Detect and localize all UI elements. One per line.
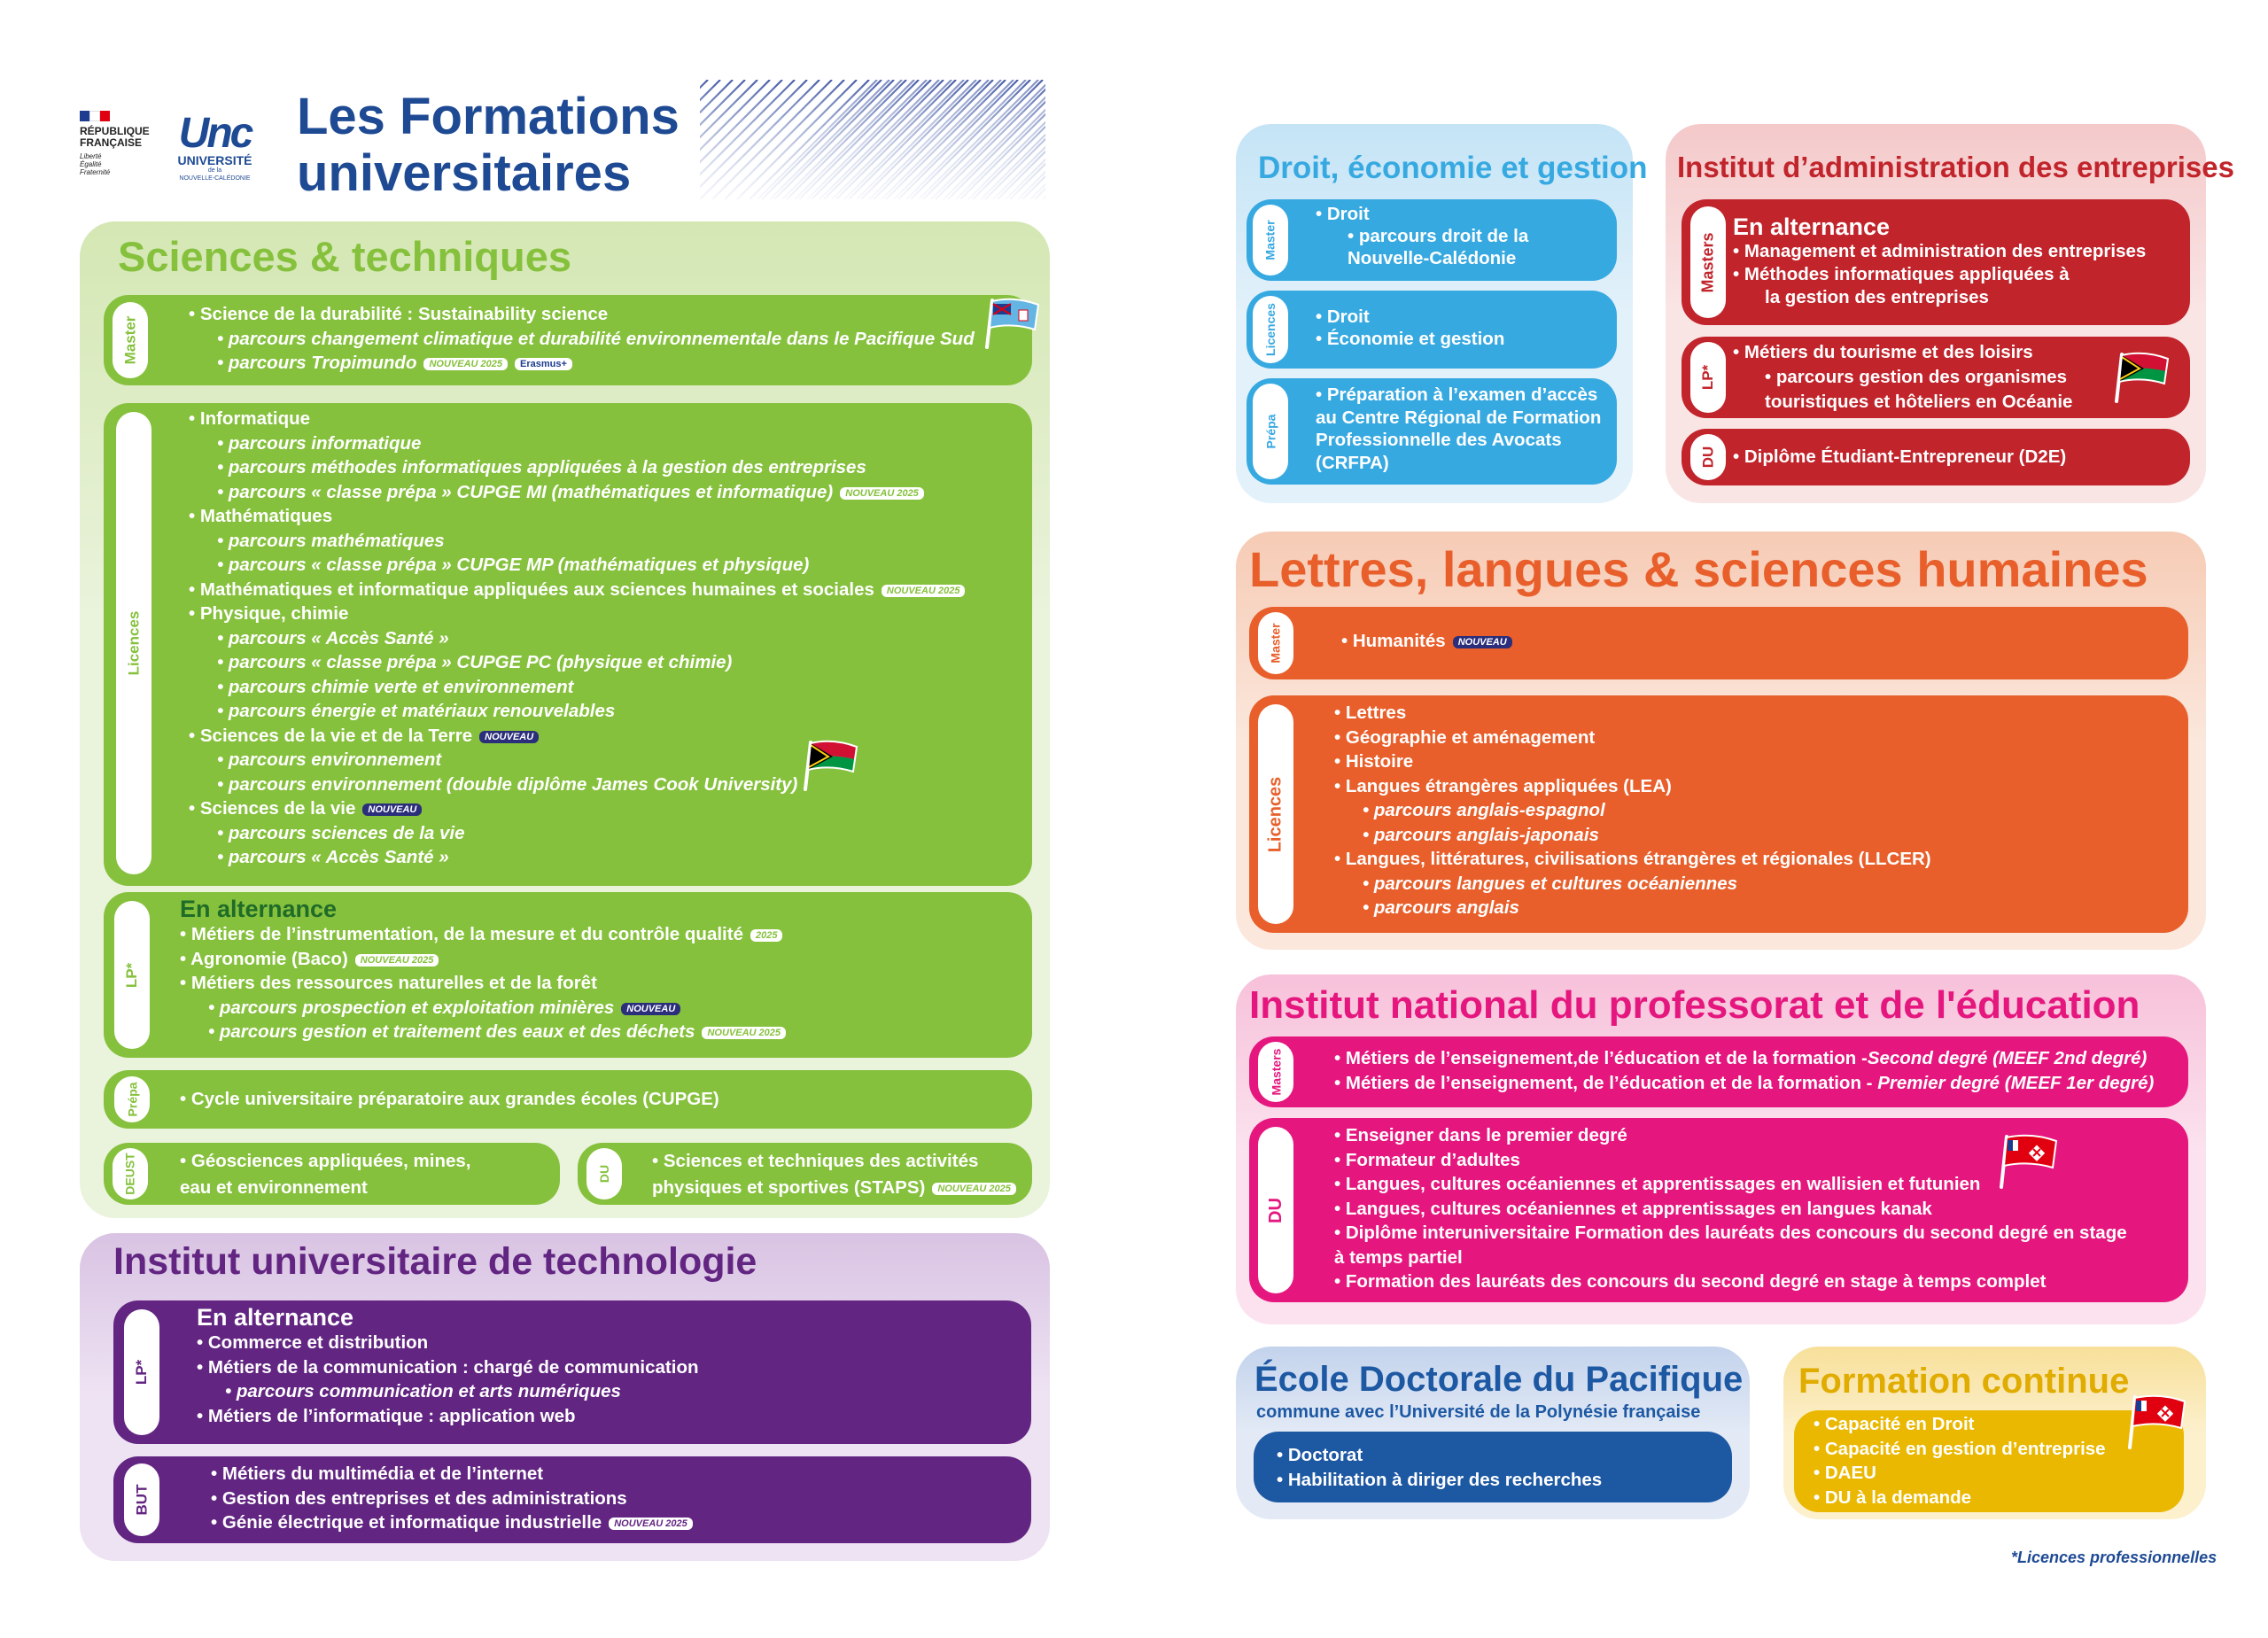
- list-item: [1814, 1461, 2106, 1486]
- list-item: [1334, 847, 1931, 872]
- list-item: [1316, 247, 1528, 269]
- list-item-text: • Sciences et techniques des activités: [652, 1151, 979, 1171]
- list-item: [1316, 306, 1504, 328]
- lettres-master-box: [1249, 607, 2188, 679]
- unc-logo: [173, 110, 257, 182]
- list-item: [189, 351, 975, 376]
- list-item: [1334, 823, 1931, 848]
- sciences-licences-list: [189, 407, 965, 870]
- list-item-text: • parcours environnement: [217, 749, 442, 770]
- sciences-master-tag: Master: [113, 302, 148, 378]
- nouveau-badge: 2025: [750, 929, 782, 942]
- droit-master-list: [1316, 203, 1528, 269]
- list-item-text: • Génie électrique et informatique industrielle: [211, 1512, 602, 1533]
- list-item: [1334, 872, 1931, 897]
- nouveau-badge: NOUVEAU 2025: [840, 487, 924, 500]
- list-item: [1733, 365, 2072, 390]
- nouveau-badge: NOUVEAU 2025: [702, 1027, 786, 1039]
- list-item-text: • Métiers de l’enseignement, de l’éducation et de la formation -: [1334, 1072, 1878, 1093]
- list-item-text: Nouvelle-Calédonie: [1348, 248, 1517, 268]
- droit-prepa-tag: Prépa: [1253, 384, 1288, 479]
- list-item: [189, 553, 965, 578]
- list-item-text: • Science de la durabilité : Sustainability science: [189, 304, 609, 324]
- list-item-text: • Mathématiques et informatique appliquées aux sciences humaines et sociales: [189, 578, 874, 600]
- sciences-lp-heading: En alternance: [180, 896, 338, 922]
- iut-lp-list: [197, 1304, 699, 1428]
- unc-sub-1: de la: [207, 167, 222, 174]
- list-item-text: • Diplôme interuniversitaire Formation des lauréats des concours du second degré en stage: [1334, 1223, 2127, 1243]
- list-item: [1316, 429, 1601, 452]
- droit-licences-list: [1316, 306, 1504, 350]
- nouveau-badge: NOUVEAU: [1453, 636, 1512, 648]
- sciences-prepa-list: [180, 1087, 719, 1112]
- list-item-text: • parcours prospection et exploitation minières: [208, 997, 615, 1018]
- list-item: [1733, 263, 2146, 286]
- list-item-text: • Méthodes informatiques appliquées à: [1733, 264, 2070, 284]
- sciences-master-box: [104, 295, 1032, 385]
- list-item-text: • parcours « classe prépa » CUPGE MI (mathématiques et informatique): [217, 481, 834, 502]
- list-item: [1334, 1221, 2127, 1246]
- list-item: [1814, 1437, 2106, 1462]
- ecole-doctorale-subtitle: commune avec l’Université de la Polynésie française: [1256, 1402, 1701, 1422]
- list-item: [180, 1148, 470, 1175]
- list-item-text: touristiques et hôteliers en Océanie: [1765, 392, 2073, 412]
- list-item: [189, 699, 965, 724]
- list-item: [1334, 726, 1931, 750]
- rf-motto-1: Liberté: [80, 152, 102, 160]
- list-item-text: • Métiers de l’instrumentation, de la mesure et du contrôle qualité: [180, 924, 743, 944]
- rf-motto-2: Égalité: [80, 160, 102, 168]
- list-item: [1814, 1486, 2106, 1510]
- inspe-masters-box: [1249, 1036, 2188, 1107]
- lettres-licences-box: [1249, 695, 2188, 933]
- ecole-doctorale-box: [1254, 1432, 1732, 1502]
- list-item-text: • parcours gestion et traitement des eaux et des déchets: [208, 1021, 695, 1042]
- list-item-text: • Formateur d’adultes: [1334, 1149, 1520, 1170]
- hatch-pattern-decoration: [700, 80, 1045, 199]
- list-item: [1316, 203, 1528, 225]
- iae-du-list: [1733, 445, 2066, 470]
- list-item: [1733, 240, 2146, 263]
- iae-title: Institut d’administration des entreprises: [1677, 151, 2234, 183]
- page-title-line-2: universitaires: [297, 144, 632, 202]
- french-flag-icon: [80, 111, 110, 121]
- list-item-text: • Formation des lauréats des concours du second degré en stage à temps complet: [1334, 1271, 2047, 1292]
- list-item-text: • parcours sciences de la vie: [217, 822, 465, 843]
- page-title: [297, 89, 757, 202]
- list-item: [1316, 328, 1504, 350]
- list-item-text: • parcours « classe prépa » CUPGE MP (mathématiques et physique): [217, 555, 810, 575]
- list-item-text: • Agronomie (Baco): [180, 948, 348, 969]
- sciences-licences-tag: Licences: [116, 412, 151, 874]
- lettres-title: Lettres, langues & sciences humaines: [1249, 541, 2148, 597]
- list-item: [1316, 407, 1601, 430]
- list-item: [1334, 701, 1931, 726]
- vanuatu-flag-icon: [802, 738, 864, 791]
- list-item-text: • parcours informatique: [217, 432, 422, 454]
- iae-lp-tag: LP*: [1690, 342, 1726, 413]
- list-item-text: au Centre Régional de Formation: [1316, 407, 1602, 428]
- iae-masters-heading: En alternance: [1733, 213, 1891, 240]
- iae-du-box: [1682, 429, 2190, 485]
- list-item: [189, 650, 965, 675]
- list-item: [189, 407, 965, 431]
- list-item-text: • Langues, cultures océaniennes et apprentissages en langues kanak: [1334, 1198, 1932, 1219]
- list-item-text: • Informatique: [189, 408, 311, 429]
- list-item: [189, 480, 965, 505]
- inspe-du-tag: DU: [1258, 1127, 1293, 1293]
- inspe-title: Institut national du professorat et de l'éducation: [1249, 983, 2140, 1027]
- wallis-futuna-flag-icon: [1998, 1132, 2064, 1190]
- unc-name: UNIVERSITÉ: [177, 153, 252, 167]
- sciences-du-tag: DU: [586, 1148, 622, 1199]
- list-item: [1334, 1269, 2127, 1294]
- list-item: [189, 504, 965, 529]
- droit-licences-box: [1247, 291, 1617, 369]
- list-item: [180, 1175, 470, 1201]
- list-item-text: • parcours anglais: [1363, 897, 1519, 918]
- iut-title: Institut universitaire de technologie: [113, 1240, 757, 1283]
- nouveau-badge: NOUVEAU 2025: [609, 1518, 693, 1530]
- list-item-text: • parcours chimie verte et environnement: [217, 676, 574, 697]
- iae-masters-list: [1733, 213, 2146, 309]
- list-item-text: • Doctorat: [1277, 1445, 1363, 1465]
- footnote: *Licences professionnelles: [2011, 1549, 2218, 1566]
- list-item-italic: Second degré (MEEF 2nd degré): [1867, 1048, 2148, 1068]
- list-item-text: • Métiers du tourisme et des loisirs: [1733, 342, 2033, 362]
- iae-masters-box: [1682, 199, 2190, 325]
- list-item: [1334, 749, 1931, 774]
- sciences-master-list: [189, 302, 975, 376]
- list-item: [652, 1148, 1016, 1175]
- iut-lp-box: [113, 1300, 1031, 1444]
- sciences-lp-list: [180, 896, 786, 1044]
- list-item-text: • parcours langues et cultures océaniennes: [1363, 873, 1738, 894]
- list-item-text: • Commerce et distribution: [197, 1332, 429, 1353]
- list-item: [1733, 286, 2146, 309]
- list-item: [189, 529, 965, 554]
- list-item-text: • Métiers de l’enseignement,de l’éducation et de la formation -: [1334, 1048, 1868, 1068]
- list-item-text: • Management et administration des entreprises: [1733, 241, 2147, 261]
- formation-continue-title: Formation continue: [1798, 1362, 2130, 1401]
- list-item: [211, 1487, 693, 1511]
- sciences-du-list: [652, 1148, 1016, 1201]
- ecole-doctorale-list: [1277, 1443, 1602, 1492]
- list-item: [180, 947, 786, 972]
- list-item: [1334, 1246, 2127, 1270]
- list-item-text: • parcours environnement (double diplôme James Cook University): [217, 773, 798, 795]
- iut-but-box: [113, 1456, 1031, 1543]
- droit-master-tag: Master: [1253, 205, 1288, 276]
- droit-prepa-list: [1316, 384, 1601, 474]
- nouveau-badge: NOUVEAU 2025: [882, 585, 966, 597]
- list-item-text: • Langues, littératures, civilisations étrangères et régionales (LLCER): [1334, 849, 1931, 869]
- list-item-text: • Capacité en Droit: [1814, 1414, 1975, 1434]
- erasmus-badge: Erasmus+: [515, 358, 572, 370]
- list-item-text: • DAEU: [1814, 1463, 1876, 1483]
- sciences-deust-list: [180, 1148, 470, 1201]
- list-item: [189, 302, 975, 327]
- wallis-futuna-flag-icon: [2126, 1393, 2193, 1450]
- list-item: [189, 845, 965, 870]
- list-item: [189, 821, 965, 846]
- list-item-text: • Langues, cultures océaniennes et apprentissages en wallisien et futunien: [1334, 1174, 1981, 1194]
- list-item-text: • parcours anglais-espagnol: [1363, 800, 1605, 820]
- iae-du-tag: DU: [1690, 434, 1726, 480]
- droit-master-box: [1247, 199, 1617, 281]
- list-item: [197, 1379, 699, 1404]
- iut-but-list: [211, 1462, 693, 1535]
- list-item: [1341, 629, 1512, 654]
- list-item: [1733, 390, 2072, 415]
- lettres-master-list: [1341, 629, 1512, 654]
- sciences-deust-tag: DEUST: [113, 1148, 148, 1199]
- nouveau-badge: NOUVEAU: [479, 731, 539, 743]
- list-item: [180, 1020, 786, 1044]
- list-item-text: • DU à la demande: [1814, 1487, 1972, 1508]
- list-item-text: • Langues étrangères appliquées (LEA): [1334, 775, 1672, 796]
- list-item: [211, 1510, 693, 1535]
- nouveau-badge: NOUVEAU 2025: [932, 1183, 1016, 1195]
- list-item-text: • Droit: [1316, 307, 1370, 327]
- nouveau-badge: NOUVEAU 2025: [355, 954, 439, 966]
- list-item-text: • parcours gestion des organismes: [1765, 367, 2067, 387]
- rf-motto-3: Fraternité: [80, 168, 111, 176]
- sciences-deust-box: [104, 1143, 560, 1205]
- list-item-text: • parcours anglais-japonais: [1363, 824, 1599, 845]
- list-item-text: • Métiers de la communication : chargé de communication: [197, 1356, 699, 1378]
- list-item: [1334, 1071, 2154, 1096]
- iut-but-tag: BUT: [124, 1463, 159, 1536]
- republique-francaise-logo: [80, 111, 159, 176]
- fiji-flag-icon: [983, 296, 1045, 349]
- list-item: [1316, 225, 1528, 247]
- sciences-du-box: [578, 1143, 1032, 1205]
- list-item-text: • Sciences de la vie: [189, 798, 356, 819]
- list-item: [189, 626, 965, 651]
- list-item-text: • Mathématiques: [189, 506, 333, 526]
- list-item-text: • Cycle universitaire préparatoire aux grandes écoles (CUPGE): [180, 1089, 719, 1109]
- lettres-licences-list: [1334, 701, 1931, 920]
- list-item-text: • parcours « classe prépa » CUPGE PC (physique et chimie): [217, 652, 733, 672]
- iae-lp-list: [1733, 340, 2072, 415]
- iae-masters-tag: Masters: [1690, 206, 1726, 318]
- list-item-text: la gestion des entreprises: [1765, 287, 1989, 307]
- list-item-text: • Enseigner dans le premier degré: [1334, 1125, 1627, 1145]
- sciences-prepa-box: [104, 1070, 1032, 1129]
- droit-prepa-box: [1247, 378, 1617, 485]
- nouveau-badge: NOUVEAU: [362, 803, 422, 816]
- list-item-text: • Diplôme Étudiant-Entrepreneur (D2E): [1733, 446, 2067, 467]
- list-item-text: • Habilitation à diriger des recherches: [1277, 1469, 1603, 1490]
- list-item: [189, 327, 975, 352]
- list-item-text: • Lettres: [1334, 703, 1407, 723]
- list-item: [189, 796, 965, 821]
- sciences-title: Sciences & techniques: [118, 233, 571, 280]
- list-item: [189, 431, 965, 456]
- list-item: [1334, 798, 1931, 823]
- nouveau-badge: NOUVEAU: [621, 1003, 680, 1015]
- droit-title: Droit, économie et gestion: [1258, 151, 1648, 185]
- list-item: [180, 922, 786, 947]
- list-item-text: • parcours méthodes informatiques appliquées à la gestion des entreprises: [217, 457, 866, 477]
- list-item-text: • Sciences de la vie et de la Terre: [189, 725, 473, 746]
- sciences-lp-tag: LP*: [114, 901, 150, 1049]
- list-item: [1334, 1046, 2154, 1071]
- list-item-text: • parcours droit de la: [1348, 226, 1529, 246]
- list-item-text: (CRFPA): [1316, 452, 1389, 473]
- list-item: [1277, 1443, 1602, 1468]
- list-item: [180, 1087, 719, 1112]
- vanuatu-flag-icon: [2113, 350, 2175, 403]
- unc-sub-2: NOUVELLE-CALÉDONIE: [179, 175, 251, 182]
- list-item: [1334, 1197, 2127, 1222]
- sciences-licences-box: [104, 403, 1032, 886]
- list-item-text: eau et environnement: [180, 1177, 368, 1198]
- iut-lp-tag: LP*: [124, 1309, 159, 1435]
- list-item-text: • parcours Tropimundo: [217, 353, 417, 373]
- rf-line-2: FRANÇAISE: [80, 136, 143, 149]
- list-item: [211, 1462, 693, 1487]
- nouveau-badge: NOUVEAU 2025: [423, 358, 508, 370]
- list-item: [1277, 1468, 1602, 1493]
- ecole-doctorale-title: École Doctorale du Pacifique: [1254, 1360, 1744, 1399]
- list-item-text: • parcours communication et arts numériques: [225, 1381, 621, 1401]
- lettres-master-tag: Master: [1258, 612, 1293, 674]
- droit-licences-tag: Licences: [1253, 296, 1288, 363]
- list-item-text: Professionnelle des Avocats: [1316, 430, 1562, 450]
- page-title-line-1: Les Formations: [297, 88, 680, 145]
- formation-continue-list: [1814, 1412, 2106, 1510]
- list-item-text: • Droit: [1316, 204, 1370, 224]
- formation-continue-box: [1794, 1410, 2184, 1512]
- list-item-text: • parcours « Accès Santé »: [217, 847, 449, 867]
- list-item-text: • Géosciences appliquées, mines,: [180, 1151, 471, 1171]
- list-item-text: • Physique, chimie: [189, 603, 349, 624]
- list-item-text: • Géographie et aménagement: [1334, 726, 1596, 748]
- list-item-text: • Économie et gestion: [1316, 329, 1505, 349]
- list-item-text: • Capacité en gestion d’entreprise: [1814, 1438, 2106, 1459]
- list-item-text: • Préparation à l’examen d’accès: [1316, 384, 1598, 405]
- list-item: [1316, 384, 1601, 407]
- list-item-text: • parcours « Accès Santé »: [217, 627, 449, 648]
- list-item-text: • Histoire: [1334, 751, 1414, 772]
- list-item: [1733, 340, 2072, 365]
- list-item: [180, 996, 786, 1021]
- list-item-text: • Gestion des entreprises et des administrations: [211, 1487, 627, 1509]
- list-item: [1334, 896, 1931, 920]
- list-item-text: • Métiers des ressources naturelles et de la forêt: [180, 973, 597, 993]
- list-item: [1334, 774, 1931, 799]
- list-item: [197, 1404, 699, 1429]
- list-item-text: physiques et sportives (STAPS): [652, 1177, 926, 1198]
- list-item: [197, 1331, 699, 1355]
- unc-mark: Unc: [178, 110, 252, 157]
- list-item-text: à temps partiel: [1334, 1246, 1463, 1268]
- lettres-licences-tag: Licences: [1258, 704, 1293, 924]
- list-item: [189, 578, 965, 602]
- inspe-masters-list: [1334, 1046, 2154, 1095]
- sciences-prepa-tag: Prépa: [114, 1076, 150, 1122]
- list-item: [652, 1175, 1016, 1201]
- list-item-italic: Premier degré (MEEF 1er degré): [1877, 1072, 2155, 1093]
- list-item-text: • Métiers de l’informatique : application web: [197, 1405, 576, 1426]
- list-item: [1316, 452, 1601, 475]
- list-item: [1733, 445, 2066, 470]
- list-item-text: • Métiers du multimédia et de l’internet: [211, 1463, 544, 1484]
- list-item: [189, 455, 965, 480]
- list-item: [189, 675, 965, 700]
- list-item-text: • Humanités: [1341, 631, 1446, 651]
- list-item: [180, 971, 786, 996]
- list-item: [1814, 1412, 2106, 1437]
- list-item: [189, 602, 965, 626]
- list-item-text: • parcours énergie et matériaux renouvelables: [217, 701, 616, 721]
- list-item-text: • parcours mathématiques: [217, 530, 445, 551]
- rf-line-1: RÉPUBLIQUE: [80, 125, 150, 137]
- list-item-text: • parcours changement climatique et durabilité environnementale dans le Pacifique Sud: [217, 328, 975, 349]
- list-item: [197, 1355, 699, 1380]
- inspe-masters-tag: Masters: [1258, 1042, 1293, 1102]
- sciences-lp-box: [104, 892, 1032, 1058]
- iut-lp-heading: En alternance: [197, 1304, 354, 1331]
